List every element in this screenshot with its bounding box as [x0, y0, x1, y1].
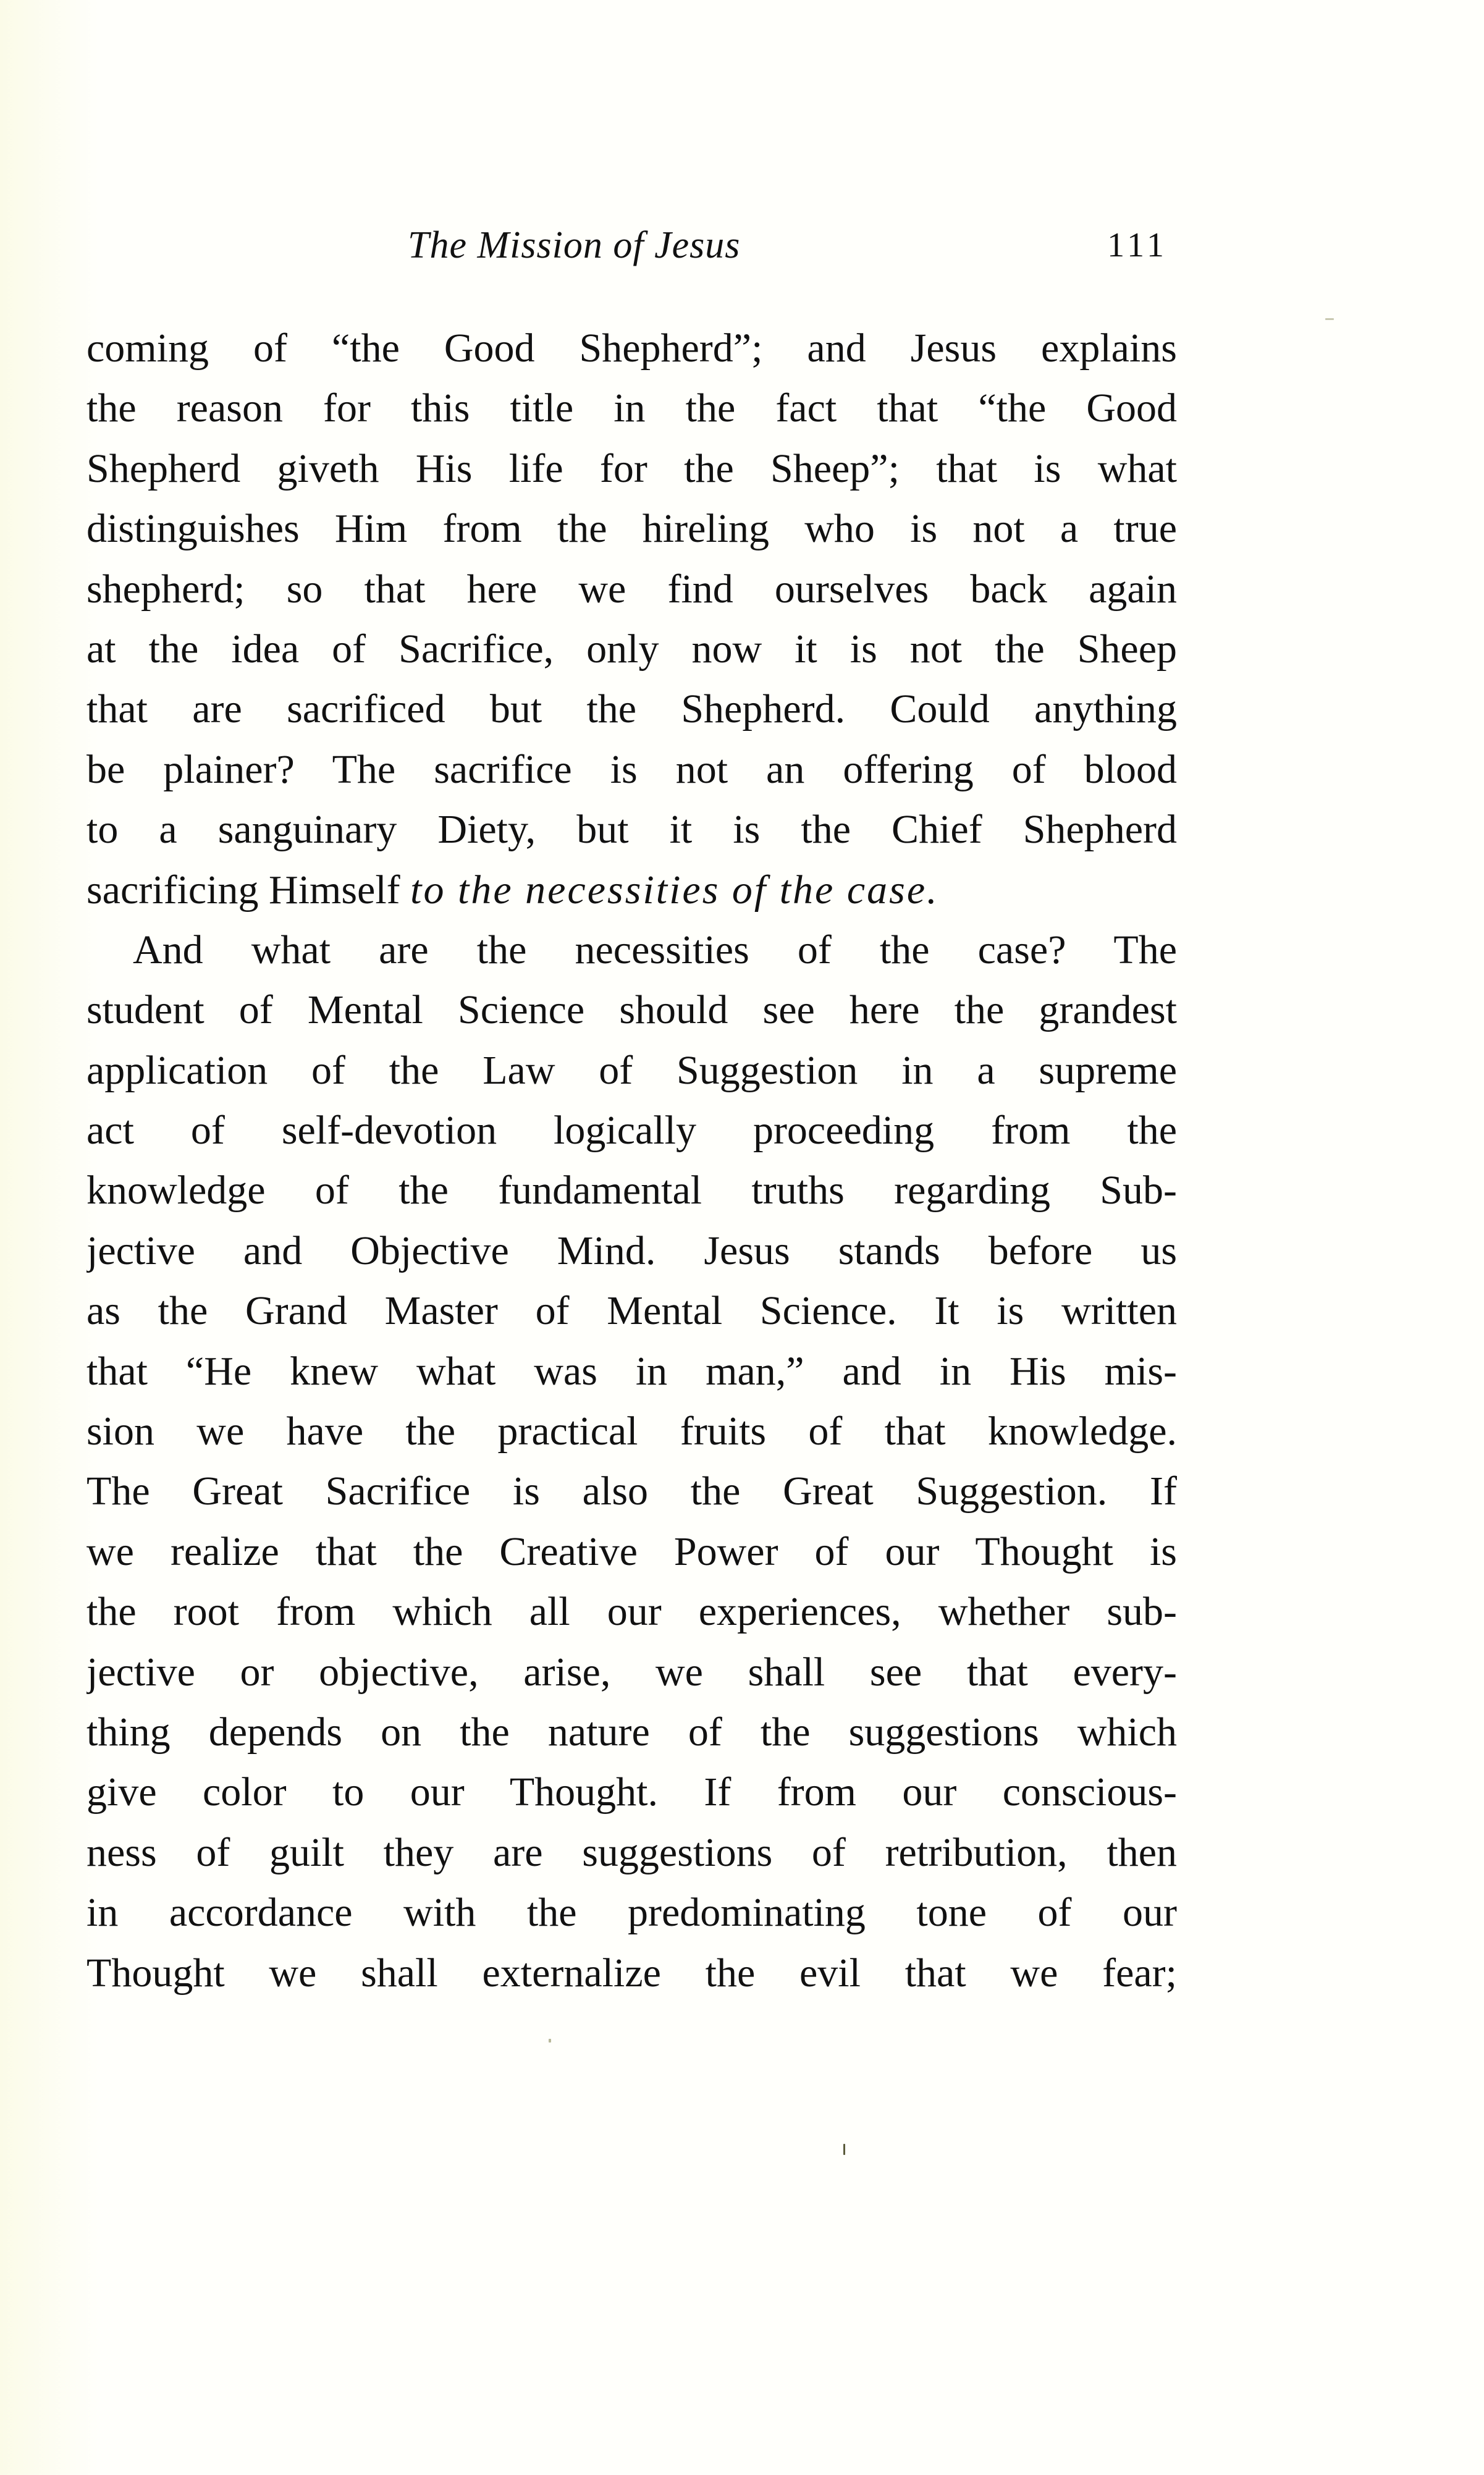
paper-speck: [1325, 318, 1334, 320]
text-line: coming of “the Good Shepherd”; and Jesus explains: [86, 326, 1177, 371]
text-line: give color to our Thought. If from our conscious-: [86, 1769, 1177, 1815]
text-line: application of the Law of Suggestion in a supreme: [86, 1047, 1177, 1093]
page-edge-shading: [0, 0, 99, 2475]
text-segment: sacrificing Himself: [86, 867, 411, 913]
text-line: jective and Objective Mind. Jesus stands before us: [86, 1228, 1177, 1273]
paper-speck: [549, 2039, 551, 2043]
text-line: The Great Sacrifice is also the Great Suggestion. If: [86, 1469, 1177, 1514]
text-line-with-emphasis: [86, 860, 1177, 920]
text-line: the reason for this title in the fact that “the Good: [86, 386, 1177, 431]
text-line: the root from which all our experiences, whether sub-: [86, 1589, 1177, 1635]
text-line: that are sacrificed but the Shepherd. Could anything: [86, 686, 1177, 732]
text-line: to a sanguinary Diety, but it is the Chief Shepherd: [86, 807, 1177, 853]
running-head: [86, 217, 1177, 273]
text-line: be plainer? The sacrifice is not an offering of blood: [86, 746, 1177, 792]
text-line: at the idea of Sacrifice, only now it is not the Sheep: [86, 626, 1177, 672]
text-line: we realize that the Creative Power of our Thought is: [86, 1528, 1177, 1574]
text-line: act of self-devotion logically proceeding from the: [86, 1108, 1177, 1153]
text-line: student of Mental Science should see here the grandest: [86, 987, 1177, 1033]
text-line: shepherd; so that here we find ourselves back again: [86, 566, 1177, 612]
text-line: thing depends on the nature of the suggestions which: [86, 1709, 1177, 1755]
text-line: Shepherd giveth His life for the Sheep”; that is what: [86, 445, 1177, 491]
text-line: jective or objective, arise, we shall see that every-: [86, 1649, 1177, 1695]
text-line: ness of guilt they are suggestions of retribution, then: [86, 1829, 1177, 1875]
paper-speck: [843, 2144, 845, 2155]
body-text: [86, 318, 1177, 2003]
paragraph-2: [86, 920, 1177, 2003]
paragraph-1: [86, 318, 1177, 920]
text-line: sion we have the practical fruits of that knowledge.: [86, 1409, 1177, 1454]
text-line: that “He knew what was in man,” and in His mis-: [86, 1348, 1177, 1394]
text-line: Thought we shall externalize the evil that we fear;: [86, 1950, 1177, 1996]
text-line: in accordance with the predominating tone of our: [86, 1890, 1177, 1936]
text-line: as the Grand Master of Mental Science. It is written: [86, 1288, 1177, 1334]
italic-emphasis: to the necessities of the case.: [410, 867, 939, 913]
text-line: And what are the necessities of the case? The: [133, 927, 1177, 972]
text-line: knowledge of the fundamental truths regarding Sub-: [86, 1168, 1177, 1213]
running-title: The Mission of Jesus: [408, 224, 741, 266]
text-line: distinguishes Him from the hireling who is not a true: [86, 506, 1177, 552]
page-number: 111: [1107, 226, 1168, 264]
